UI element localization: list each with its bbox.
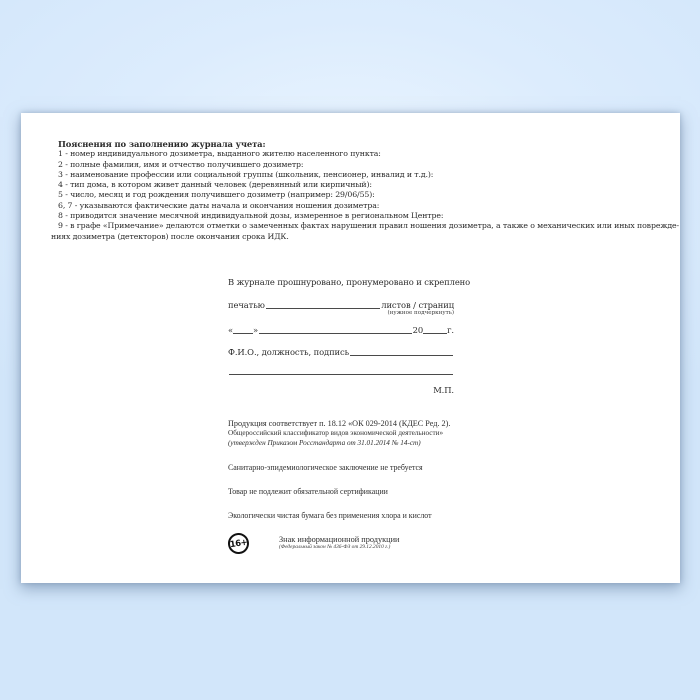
signature-blank <box>350 348 453 356</box>
info-sign-label: Знак информационной продукции <box>279 535 400 544</box>
eco-statement: Экологически чистая бумага без применения хлора и кислот <box>228 511 432 520</box>
explanation-item-continuation: ниях дозиметра (детекторов) после окончания срока ИДК. <box>51 231 289 241</box>
product-info-section <box>228 419 478 554</box>
certification-section <box>228 277 471 405</box>
seal-label: печатью <box>228 300 265 310</box>
seal-row <box>228 300 454 310</box>
explanations-title: Пояснения по заполнению журнала учета: <box>58 139 266 149</box>
explanation-item: 1 - номер индивидуального дозиметра, выданного жителю населенного пункта: <box>58 149 381 159</box>
explanation-item: 3 - наименование профессии или социальной группы (школьник, пенсионер, инвалид и т.д.): <box>58 169 434 179</box>
underline-note: (нужное подчеркнуть) <box>387 310 454 316</box>
year-blank <box>423 326 447 334</box>
year-prefix: 20 <box>412 325 424 335</box>
blank-line <box>266 301 380 309</box>
info-sign-law: (Федеральный закон № 436-ФЗ от 29.12.2010 г.) <box>279 544 391 550</box>
age-rating-badge-icon <box>227 532 251 556</box>
full-blank-line <box>229 367 453 375</box>
month-blank <box>259 326 412 334</box>
year-suffix: г. <box>447 325 454 335</box>
signature-label: Ф.И.О., должность, подпись <box>228 347 350 357</box>
open-quote: « <box>228 325 234 335</box>
day-blank <box>233 326 253 334</box>
explanation-item: 8 - приводится значение месячной индивидуальной дозы, измеренное в региональном Центре: <box>58 211 444 221</box>
signature-row <box>228 347 454 357</box>
close-quote: » <box>253 325 259 335</box>
explanations-section <box>51 139 680 242</box>
explanation-item: 5 - число, месяц и год рождения получившего дозиметр (например: 29/06/55): <box>58 190 375 200</box>
stamp-abbr: М.П. <box>433 385 454 395</box>
info-sign-texts <box>279 533 399 550</box>
paper-sheet <box>21 113 680 583</box>
okved-line-1: Продукция соответствует п. 18.12 «ОК 029-2014 (КДЕС Ред. 2). <box>228 419 451 428</box>
age-rating-text: 16+ <box>229 537 248 550</box>
stamp-row <box>228 385 454 395</box>
explanation-item: 6, 7 - указываются фактические даты начала и окончания ношения дозиметра: <box>58 200 380 210</box>
info-sign-row <box>228 533 478 554</box>
date-row <box>228 325 454 335</box>
sheets-label: листов / страниц <box>381 300 454 310</box>
stitched-statement: В журнале прошнуровано, пронумеровано и скреплено <box>228 277 471 287</box>
sanitary-statement: Санитарно-эпидемиологическое заключение не требуется <box>228 463 423 472</box>
explanation-item: 4 - тип дома, в котором живет данный человек (деревянный или кирпичный): <box>58 180 372 190</box>
explanation-item: 2 - полные фамилия, имя и отчество получившего дозиметр: <box>58 159 304 169</box>
explanation-item: 9 - в графе «Примечание» делаются отметки о замеченных фактах нарушения правил ношения дозиметра, а также о механических или иных поврежде- <box>58 221 680 231</box>
okved-line-3: (утвержден Приказом Росстандарта от 31.01.2014 № 14-ст) <box>228 438 421 447</box>
full-blank-row <box>228 367 454 376</box>
certification-statement: Товар не подлежит обязательной сертификации <box>228 487 388 496</box>
okved-line-2: Общероссийский классификатор видов экономической деятельности» <box>228 429 444 437</box>
